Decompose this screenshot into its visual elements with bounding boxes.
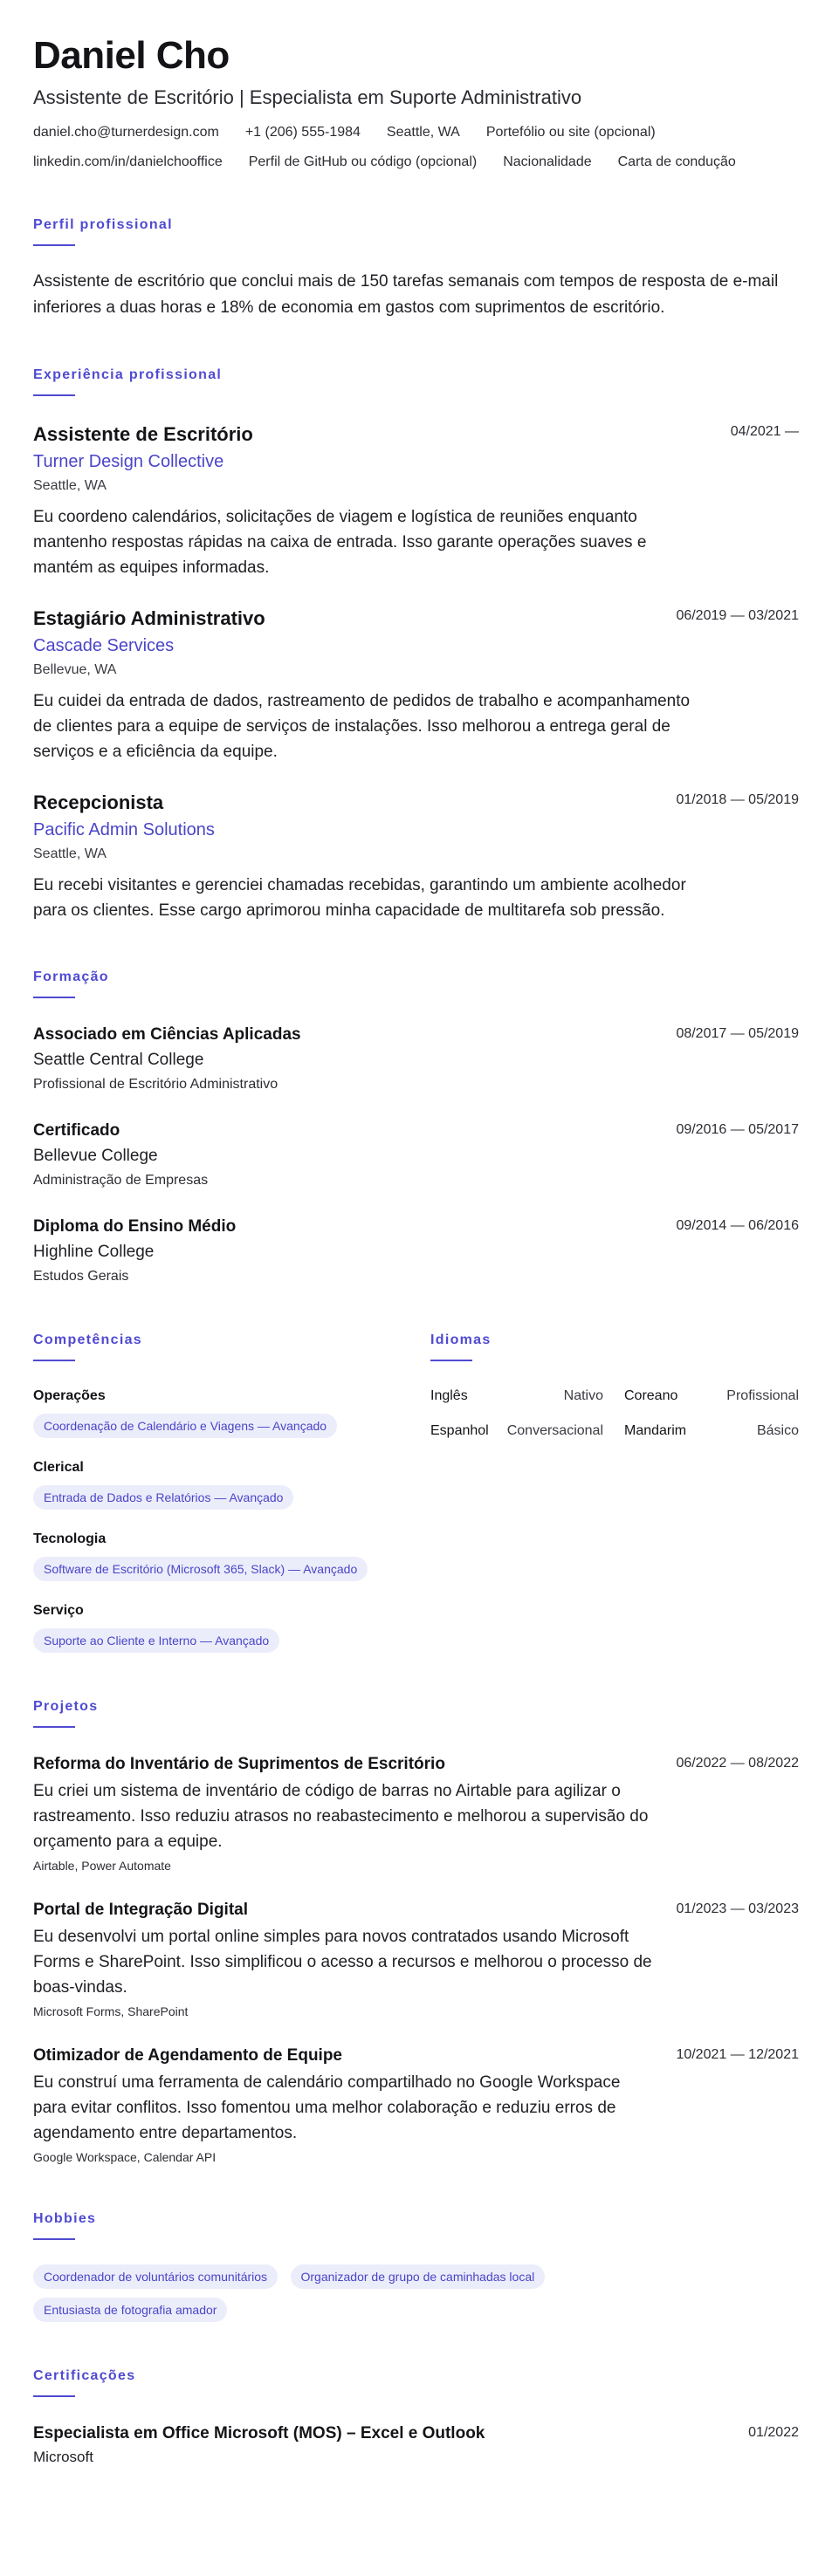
contact-location: Seattle, WA (386, 125, 460, 140)
skill-chip: Suporte ao Cliente e Interno — Avançado (33, 1628, 279, 1653)
degree-title: Diploma do Ensino Médio (33, 1217, 237, 1236)
contact-phone[interactable]: +1 (206) 555-1984 (244, 125, 361, 140)
experience-entry (33, 791, 799, 923)
degree-title: Associado em Ciências Aplicadas (33, 1025, 301, 1044)
section-divider (33, 997, 75, 998)
skill-group-label: Clerical (33, 1460, 84, 1475)
section-divider (33, 1360, 75, 1361)
skill-group-label: Serviço (33, 1603, 84, 1618)
project-description: Eu desenvolvi um portal online simples para novos contratados usando Microsoft Forms e SharePoint. Isso simplificou o acesso a recursos e melhorou o processo de boas-vindas. (33, 1928, 652, 1997)
section-title: Idiomas (430, 1333, 492, 1347)
project-tech: Google Workspace, Calendar API (33, 2150, 217, 2164)
skill-chip: Entrada de Dados e Relatórios — Avançado (33, 1485, 293, 1510)
contact-github[interactable]: Perfil de GitHub ou código (opcional) (248, 154, 478, 169)
section-divider (33, 2238, 75, 2240)
project-entry (33, 2045, 799, 2165)
project-tech: Airtable, Power Automate (33, 1859, 171, 1873)
project-name: Otimizador de Agendamento de Equipe (33, 2046, 342, 2065)
summary-text: Assistente de escritório que conclui mais de 150 tarefas semanais com tempos de resposta de e-mail inferiores a duas horas e 18% de economia em gastos com suprimentos de escritório. (33, 272, 779, 317)
project-dates: 06/2022 — 08/2022 (676, 1756, 799, 1771)
hobby-list (33, 2256, 644, 2322)
certification-name: Especialista em Office Microsoft (MOS) – Excel e Outlook (33, 2424, 485, 2442)
contact-email[interactable]: daniel.cho@turnerdesign.com (33, 125, 219, 140)
contact-nationality: Nacionalidade (503, 154, 592, 169)
hobby-chip: Organizador de grupo de caminhadas local (291, 2264, 546, 2289)
education-entry (33, 1216, 799, 1286)
section-title: Experiência profissional (33, 367, 223, 382)
skill-chip: Software de Escritório (Microsoft 365, Slack) — Avançado (33, 1557, 368, 1581)
section-title: Formação (33, 969, 109, 984)
contact-driving-licence: Carta de condução (617, 154, 736, 169)
languages-section (430, 1332, 799, 1653)
school-name: Highline College (33, 1243, 155, 1261)
hobby-chip: Coordenador de voluntários comunitários (33, 2264, 278, 2289)
skill-group-label: Operações (33, 1388, 106, 1403)
skills-section (33, 1332, 430, 1653)
job-title: Recepcionista (33, 791, 164, 813)
school-name: Bellevue College (33, 1147, 158, 1165)
certification-date: 01/2022 (748, 2425, 799, 2440)
skill-chip: Coordenação de Calendário e Viagens — Avançado (33, 1414, 337, 1438)
section-divider (33, 244, 75, 246)
education-dates: 09/2014 — 06/2016 (676, 1218, 799, 1233)
field-of-study: Administração de Empresas (33, 1173, 209, 1188)
project-dates: 01/2023 — 03/2023 (676, 1901, 799, 1916)
skills-languages-row (33, 1332, 799, 1653)
job-title: Assistente de Escritório (33, 423, 253, 445)
section-title: Perfil profissional (33, 217, 173, 232)
skill-group-label: Tecnologia (33, 1531, 107, 1546)
job-title: Estagiário Administrativo (33, 607, 265, 629)
language-level: Profissional (726, 1388, 799, 1403)
section-divider (33, 1726, 75, 1728)
experience-section (33, 367, 799, 923)
summary-section (33, 216, 799, 321)
hobbies-section (33, 2210, 799, 2322)
section-title: Projetos (33, 1699, 99, 1714)
language-name: Coreano (624, 1388, 678, 1403)
section-divider (33, 394, 75, 396)
project-dates: 10/2021 — 12/2021 (676, 2047, 799, 2062)
language-name: Inglês (430, 1388, 468, 1403)
language-name: Espanhol (430, 1423, 489, 1438)
job-location: Seattle, WA (33, 846, 107, 861)
projects-section (33, 1698, 799, 2165)
language-level: Básico (756, 1423, 799, 1438)
section-divider (430, 1360, 472, 1361)
education-entry (33, 1120, 799, 1190)
section-title: Hobbies (33, 2211, 97, 2226)
job-location: Bellevue, WA (33, 662, 117, 677)
company-name: Turner Design Collective (33, 452, 224, 471)
resume-header (33, 33, 799, 171)
job-dates: 04/2021 — (730, 424, 799, 439)
project-entry (33, 1900, 799, 2019)
section-title: Certificações (33, 2368, 136, 2383)
certification-entry (33, 2423, 799, 2467)
hobby-chip: Entusiasta de fotografia amador (33, 2298, 227, 2322)
education-section (33, 969, 799, 1286)
education-entry (33, 1024, 799, 1094)
contact-linkedin[interactable]: linkedin.com/in/danielchooffice (33, 154, 223, 169)
section-title: Competências (33, 1333, 142, 1347)
job-description: Eu cuidei da entrada de dados, rastreamento de pedidos de trabalho e acompanhamento de clientes para a equipe de serviços de instalações. Isso melhorou a entrega geral de serviços e a eficiência da equipe. (33, 692, 691, 761)
language-name: Mandarim (624, 1423, 687, 1438)
company-name: Pacific Admin Solutions (33, 820, 215, 839)
degree-title: Certificado (33, 1121, 120, 1140)
field-of-study: Estudos Gerais (33, 1269, 129, 1284)
field-of-study: Profissional de Escritório Administrativo (33, 1077, 278, 1092)
language-level: Nativo (563, 1388, 603, 1403)
education-dates: 08/2017 — 05/2019 (676, 1026, 799, 1041)
company-name: Cascade Services (33, 636, 175, 655)
job-dates: 01/2018 — 05/2019 (676, 792, 799, 807)
project-entry (33, 1754, 799, 1874)
experience-entry (33, 606, 799, 764)
candidate-name: Daniel Cho (33, 34, 230, 77)
experience-entry (33, 422, 799, 580)
job-description: Eu coordeno calendários, solicitações de viagem e logística de reuniões enquanto mantenho respostas rápidas na caixa de entrada. Isso garante operações suaves e mantém as equipes informadas. (33, 508, 647, 577)
section-divider (33, 2395, 75, 2397)
project-name: Portal de Integração Digital (33, 1901, 248, 1919)
contact-list (33, 124, 784, 171)
project-description: Eu criei um sistema de inventário de código de barras no Airtable para agilizar o rastreamento. Isso reduziu atrasos no reabastecimento e melhorou a supervisão do orçamento para a equipe. (33, 1782, 649, 1851)
project-name: Reforma do Inventário de Suprimentos de Escritório (33, 1755, 445, 1773)
school-name: Seattle Central College (33, 1051, 204, 1069)
education-dates: 09/2016 — 05/2017 (676, 1122, 799, 1137)
certifications-section (33, 2367, 799, 2467)
contact-portfolio[interactable]: Portefólio ou site (opcional) (485, 125, 656, 140)
project-tech: Microsoft Forms, SharePoint (33, 2004, 189, 2018)
language-level: Conversacional (506, 1423, 603, 1438)
job-dates: 06/2019 — 03/2021 (676, 608, 799, 623)
candidate-headline: Assistente de Escritório | Especialista em Suporte Administrativo (33, 86, 582, 108)
language-list (430, 1387, 799, 1440)
job-location: Seattle, WA (33, 478, 107, 493)
certification-issuer: Microsoft (33, 2449, 93, 2465)
job-description: Eu recebi visitantes e gerenciei chamadas recebidas, garantindo um ambiente acolhedor para os clientes. Esse cargo aprimorou minha capacidade de multitarefa sob pressão. (33, 876, 686, 920)
project-description: Eu construí uma ferramenta de calendário compartilhado no Google Workspace para evitar conflitos. Isso fomentou uma melhor colaboração e reduziu erros de agendamento entre departamentos. (33, 2073, 621, 2142)
